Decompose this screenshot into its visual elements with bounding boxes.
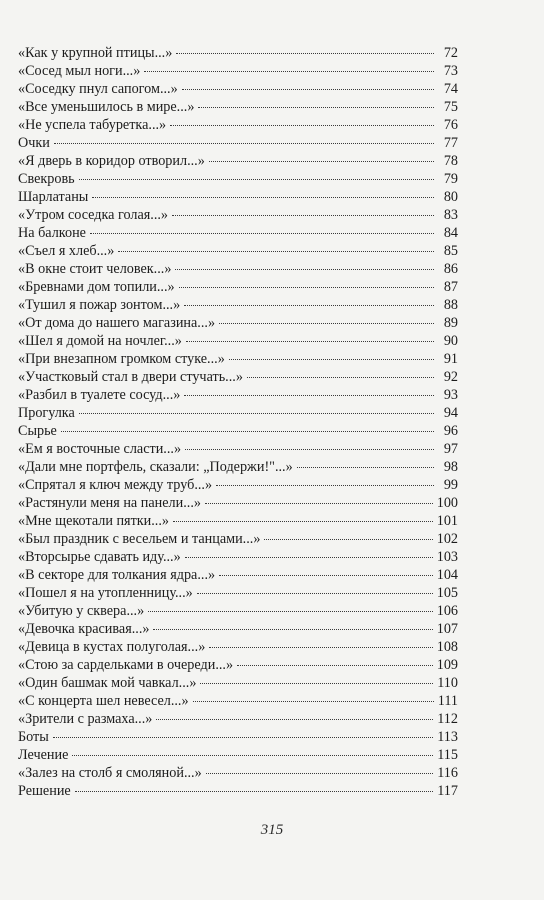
toc-entry-page: 74 xyxy=(443,81,458,97)
toc-entry-page: 103 xyxy=(436,549,458,565)
dot-leader xyxy=(170,124,434,126)
toc-entry-page: 94 xyxy=(443,405,458,421)
toc-entry xyxy=(18,332,458,350)
toc-entry-title: «От дома до нашего магазина...» xyxy=(18,315,216,331)
toc-entry-page: 101 xyxy=(436,513,458,529)
toc-entry xyxy=(18,584,458,602)
toc-entry-title: «Зрители с размаха...» xyxy=(18,711,153,727)
table-of-contents xyxy=(18,44,458,800)
toc-entry xyxy=(18,530,458,548)
toc-entry-title: «Пошел я на утопленницу...» xyxy=(18,585,193,601)
toc-entry-page: 80 xyxy=(443,189,458,205)
toc-entry xyxy=(18,638,458,656)
toc-entry xyxy=(18,656,458,674)
dot-leader xyxy=(173,520,433,522)
toc-entry xyxy=(18,206,458,224)
toc-entry-page: 84 xyxy=(443,225,458,241)
dot-leader xyxy=(79,178,434,180)
dot-leader xyxy=(186,340,434,342)
toc-entry xyxy=(18,458,458,476)
dot-leader xyxy=(297,466,434,468)
dot-leader xyxy=(182,88,434,90)
dot-leader xyxy=(54,142,434,144)
toc-entry-page: 115 xyxy=(437,747,458,763)
toc-entry-page: 109 xyxy=(436,657,458,673)
toc-entry-page: 113 xyxy=(437,729,458,745)
toc-entry-page: 106 xyxy=(436,603,458,619)
toc-entry xyxy=(18,314,458,332)
toc-entry-title: «Ем я восточные сласти...» xyxy=(18,441,182,457)
toc-entry-title: «При внезапном громком стуке...» xyxy=(18,351,225,367)
toc-entry xyxy=(18,80,458,98)
toc-entry-title: «Растянули меня на панели...» xyxy=(18,495,201,511)
toc-entry xyxy=(18,188,458,206)
toc-entry xyxy=(18,260,458,278)
dot-leader xyxy=(153,628,432,630)
toc-entry xyxy=(18,476,458,494)
toc-entry-page: 76 xyxy=(443,117,458,133)
toc-entry-title: «Тушил я пожар зонтом...» xyxy=(18,297,181,313)
dot-leader xyxy=(90,232,434,234)
dot-leader xyxy=(118,250,434,252)
dot-leader xyxy=(219,574,433,576)
toc-entry-title: «Съел я хлеб...» xyxy=(18,243,115,259)
dot-leader xyxy=(175,268,434,270)
toc-entry-title: «Девочка красивая...» xyxy=(18,621,150,637)
toc-entry-page: 87 xyxy=(443,279,458,295)
toc-entry-page: 110 xyxy=(437,675,458,691)
toc-entry-title: «Спрятал я ключ между труб...» xyxy=(18,477,213,493)
toc-entry-title: «Не успела табуретка...» xyxy=(18,117,167,133)
toc-entry-title: Свекровь xyxy=(18,171,75,187)
toc-entry-title: «Стою за сардельками в очереди...» xyxy=(18,657,234,673)
toc-entry xyxy=(18,620,458,638)
toc-entry xyxy=(18,674,458,692)
dot-leader xyxy=(156,718,433,720)
toc-entry-page: 91 xyxy=(443,351,458,367)
dot-leader xyxy=(61,430,434,432)
dot-leader xyxy=(205,502,433,504)
dot-leader xyxy=(179,286,434,288)
toc-entry xyxy=(18,98,458,116)
toc-entry-title: «Девица в кустах полуголая...» xyxy=(18,639,206,655)
toc-entry-page: 108 xyxy=(436,639,458,655)
toc-entry-page: 77 xyxy=(443,135,458,151)
toc-entry-title: «Бревнами дом топили...» xyxy=(18,279,175,295)
toc-entry xyxy=(18,134,458,152)
toc-entry-page: 112 xyxy=(437,711,458,727)
toc-entry-title: «Мне щекотали пятки...» xyxy=(18,513,169,529)
toc-entry xyxy=(18,116,458,134)
toc-entry-page: 75 xyxy=(443,99,458,115)
dot-leader xyxy=(237,664,433,666)
toc-entry-page: 102 xyxy=(436,531,458,547)
dot-leader xyxy=(264,538,432,540)
toc-entry xyxy=(18,764,458,782)
toc-entry-title: «Дали мне портфель, сказали: „Подержи!"...» xyxy=(18,459,293,475)
toc-entry-title: «Участковый стал в двери стучать...» xyxy=(18,369,243,385)
toc-entry-page: 96 xyxy=(443,423,458,439)
toc-entry-title: Прогулка xyxy=(18,405,75,421)
toc-entry-page: 79 xyxy=(443,171,458,187)
toc-entry-title: «Соседку пнул сапогом...» xyxy=(18,81,178,97)
toc-entry xyxy=(18,548,458,566)
dot-leader xyxy=(148,610,433,612)
dot-leader xyxy=(198,106,434,108)
toc-entry xyxy=(18,494,458,512)
dot-leader xyxy=(219,322,434,324)
toc-entry-page: 100 xyxy=(436,495,458,511)
toc-entry-title: «В окне стоит человек...» xyxy=(18,261,172,277)
toc-entry-page: 107 xyxy=(436,621,458,637)
toc-entry-title: «Все уменьшилось в мире...» xyxy=(18,99,195,115)
toc-entry-title: «Вторсырье сдавать иду...» xyxy=(18,549,181,565)
toc-entry-page: 97 xyxy=(443,441,458,457)
page-number: 315 xyxy=(260,822,284,838)
toc-entry-page: 111 xyxy=(437,693,458,709)
toc-entry xyxy=(18,386,458,404)
toc-entry xyxy=(18,296,458,314)
toc-entry-page: 85 xyxy=(443,243,458,259)
toc-entry-page: 83 xyxy=(443,207,458,223)
toc-entry xyxy=(18,242,458,260)
toc-entry xyxy=(18,44,458,62)
dot-leader xyxy=(75,790,434,792)
dot-leader xyxy=(53,736,433,738)
toc-entry-title: Шарлатаны xyxy=(18,189,89,205)
toc-entry-page: 88 xyxy=(443,297,458,313)
dot-leader xyxy=(185,448,434,450)
toc-entry xyxy=(18,692,458,710)
dot-leader xyxy=(216,484,434,486)
dot-leader xyxy=(209,646,432,648)
dot-leader xyxy=(72,754,433,756)
toc-entry-title: «Я дверь в коридор отворил...» xyxy=(18,153,205,169)
toc-entry-page: 78 xyxy=(443,153,458,169)
dot-leader xyxy=(247,376,434,378)
toc-entry-page: 105 xyxy=(436,585,458,601)
toc-entry-page: 117 xyxy=(437,783,458,799)
toc-entry-page: 72 xyxy=(443,45,458,61)
toc-entry-title: «Был праздник с весельем и танцами...» xyxy=(18,531,261,547)
toc-entry xyxy=(18,422,458,440)
toc-entry-title: Лечение xyxy=(18,747,69,763)
toc-entry-title: «Сосед мыл ноги...» xyxy=(18,63,141,79)
dot-leader xyxy=(229,358,434,360)
dot-leader xyxy=(144,70,434,72)
toc-entry-page: 92 xyxy=(443,369,458,385)
dot-leader xyxy=(193,700,434,702)
toc-entry-title: «Шел я домой на ночлег...» xyxy=(18,333,182,349)
dot-leader xyxy=(176,52,434,54)
dot-leader xyxy=(184,304,434,306)
toc-entry-title: Боты xyxy=(18,729,49,745)
toc-entry-page: 73 xyxy=(443,63,458,79)
toc-entry-title: «Один башмак мой чавкал...» xyxy=(18,675,197,691)
toc-entry xyxy=(18,170,458,188)
toc-entry xyxy=(18,404,458,422)
toc-entry-page: 104 xyxy=(436,567,458,583)
toc-entry xyxy=(18,62,458,80)
toc-entry-title: Решение xyxy=(18,783,71,799)
toc-entry xyxy=(18,350,458,368)
dot-leader xyxy=(185,556,433,558)
toc-entry-page: 90 xyxy=(443,333,458,349)
toc-entry-title: Сырье xyxy=(18,423,57,439)
toc-entry-page: 86 xyxy=(443,261,458,277)
dot-leader xyxy=(172,214,434,216)
toc-entry xyxy=(18,710,458,728)
toc-entry-title: «Убитую у сквера...» xyxy=(18,603,145,619)
toc-entry-page: 116 xyxy=(437,765,458,781)
toc-entry-title: «В секторе для толкания ядра...» xyxy=(18,567,216,583)
toc-entry xyxy=(18,368,458,386)
toc-entry-title: Очки xyxy=(18,135,50,151)
toc-entry xyxy=(18,440,458,458)
dot-leader xyxy=(92,196,434,198)
dot-leader xyxy=(206,772,434,774)
toc-entry xyxy=(18,278,458,296)
dot-leader xyxy=(79,412,434,414)
toc-entry xyxy=(18,746,458,764)
toc-entry xyxy=(18,602,458,620)
toc-entry-title: На балконе xyxy=(18,225,86,241)
dot-leader xyxy=(197,592,433,594)
dot-leader xyxy=(200,682,433,684)
toc-entry xyxy=(18,512,458,530)
toc-entry-title: «Как у крупной птицы...» xyxy=(18,45,173,61)
toc-entry xyxy=(18,566,458,584)
toc-entry xyxy=(18,224,458,242)
toc-entry-title: «С концерта шел невесел...» xyxy=(18,693,189,709)
toc-entry-title: «Залез на столб я смоляной...» xyxy=(18,765,202,781)
toc-entry-page: 89 xyxy=(443,315,458,331)
dot-leader xyxy=(209,160,434,162)
dot-leader xyxy=(184,394,434,396)
toc-entry-page: 99 xyxy=(443,477,458,493)
toc-entry-page: 98 xyxy=(443,459,458,475)
toc-entry-page: 93 xyxy=(443,387,458,403)
toc-entry-title: «Разбил в туалете сосуд...» xyxy=(18,387,181,403)
toc-entry xyxy=(18,782,458,800)
toc-entry xyxy=(18,152,458,170)
toc-entry xyxy=(18,728,458,746)
toc-entry-title: «Утром соседка голая...» xyxy=(18,207,169,223)
